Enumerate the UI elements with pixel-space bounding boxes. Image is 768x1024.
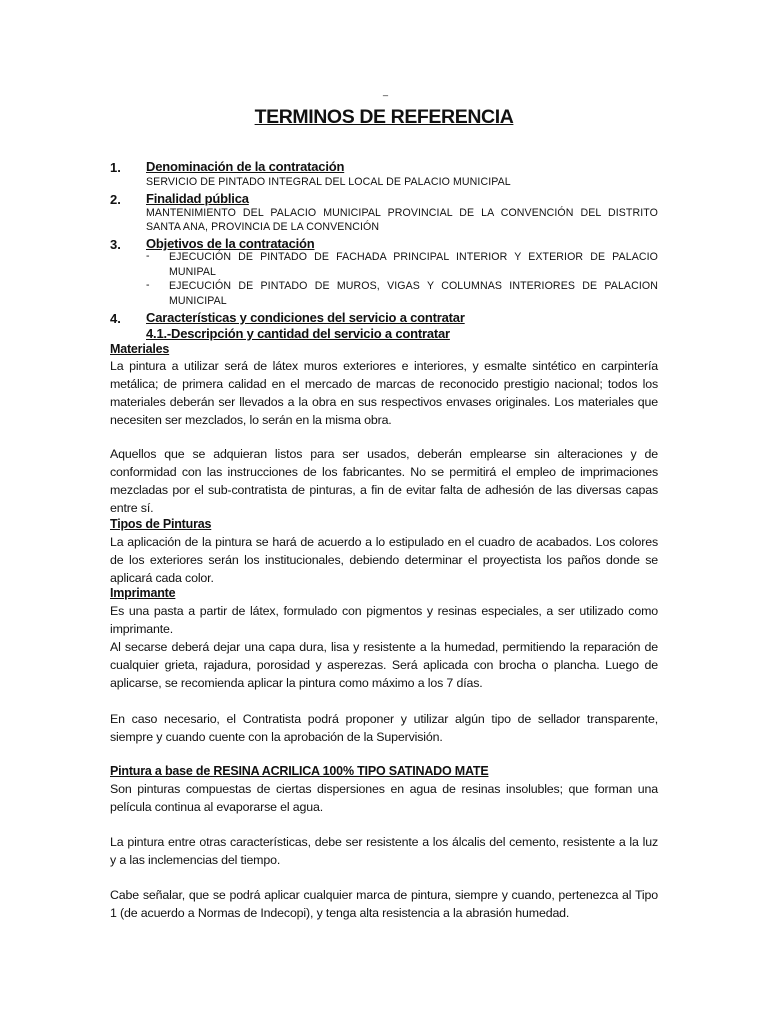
bullet-1-line1: EJECUCIÓN DE PINTADO DE FACHADA PRINCIPAL INTERIOR Y EXTERIOR DE PALACIO <box>169 251 658 263</box>
materiales-paragraph-2: Aquellos que se adquieran listos para ser usados, deberán emplearse sin alteraciones y de conformidad con las instrucciones de los fabricantes. No se permitirá el empleo de imprimaciones mezcladas por el sub-contratista de pinturas, a fin de evitar falta de adhesión de las diversas capas entre sí. <box>110 447 658 515</box>
bullet-1-text <box>169 250 658 280</box>
imprimante-paragraph-3: En caso necesario, el Contratista podrá proponer y utilizar algún tipo de sellador transparente, siempre y cuando cuente con la aprobación de la Supervisión. <box>110 712 658 744</box>
resina-paragraph-2: La pintura entre otras características, debe ser resistente a los álcalis del cemento, resistente a la luz y a las inclemencias del tiempo. <box>110 835 658 867</box>
section-3-number: 3. <box>110 237 121 252</box>
bullet-2-line1: EJECUCIÓN DE PINTADO DE MUROS, VIGAS Y COLUMNAS INTERIORES DE PALACION <box>169 280 658 292</box>
section-4-number: 4. <box>110 311 121 326</box>
bullet-2-marker: - <box>146 279 150 291</box>
bullet-1-marker: - <box>146 250 150 262</box>
header-mark: _ <box>383 86 389 96</box>
page-title: TERMINOS DE REFERENCIA <box>254 106 514 128</box>
resina-paragraph-1: Son pinturas compuestas de ciertas dispersiones en agua de resinas insolubles; que forman una película continua al evaporarse el agua. <box>110 782 658 814</box>
resina-paragraph-3: Cabe señalar, que se podrá aplicar cualquier marca de pintura, siempre y cuando, pertenezca al Tipo 1 (de acuerdo a Normas de Indecopi), y tenga alta resistencia a la abrasión humedad. <box>110 888 658 920</box>
section-1-text: SERVICIO DE PINTADO INTEGRAL DEL LOCAL DE PALACIO MUNICIPAL <box>146 176 511 188</box>
section-4-heading: Características y condiciones del servicio a contratar <box>146 310 465 325</box>
tipos-title: Tipos de Pinturas <box>110 517 212 531</box>
section-3-heading: Objetivos de la contratación <box>146 236 315 251</box>
imprimante-paragraph-1: Es una pasta a partir de látex, formulado con pigmentos y resinas especiales, a ser utilizado como imprimante. <box>110 604 658 636</box>
tipos-paragraph-1: La aplicación de la pintura se hará de acuerdo a lo estipulado en el cuadro de acabados. Los colores de los exteriores serán los institucionales, debiendo determinar el proyectista los paños donde se aplicará cada color. <box>110 535 658 585</box>
section-2-text-line1: MANTENIMIENTO DEL PALACIO MUNICIPAL PROVINCIAL DE LA CONVENCIÓN DEL DISTRITO <box>146 207 658 219</box>
materiales-paragraph-1: La pintura a utilizar será de látex muros exteriores e interiores, y esmalte sintético en carpintería metálica; de primera calidad en el mercado de marcas de reconocido prestigio nacional; todos los materiales deberán ser llevados a la obra en sus respectivos envases originales. Los materiales que necesiten ser mezclados, lo serán en la misma obra. <box>110 359 658 427</box>
materiales-title: Materiales <box>110 342 170 356</box>
section-1-number: 1. <box>110 160 121 175</box>
section-4-subheading: 4.1.-Descripción y cantidad del servicio a contratar <box>146 326 450 341</box>
resina-title: Pintura a base de RESINA ACRILICA 100% TIPO SATINADO MATE <box>110 764 489 778</box>
section-2-heading: Finalidad pública <box>146 191 249 206</box>
section-2-text-line2: SANTA ANA, PROVINCIA DE LA CONVENCIÓN <box>146 221 380 233</box>
bullet-2-line2: MUNICIPAL <box>169 295 227 307</box>
imprimante-title: Imprimante <box>110 586 176 600</box>
bullet-2-text <box>169 279 658 309</box>
imprimante-paragraph-2: Al secarse deberá dejar una capa dura, lisa y resistente a la humedad, permitiendo la reparación de cualquier grieta, rajadura, porosidad y asperezas. Será aplicada con brocha o plancha. Luego de aplicarse, se recomienda aplicar la pintura como máximo a los 7 días. <box>110 640 658 690</box>
section-2-number: 2. <box>110 192 121 207</box>
section-1-heading: Denominación de la contratación <box>146 159 345 174</box>
bullet-1-line2: MUNIPAL <box>169 266 217 278</box>
